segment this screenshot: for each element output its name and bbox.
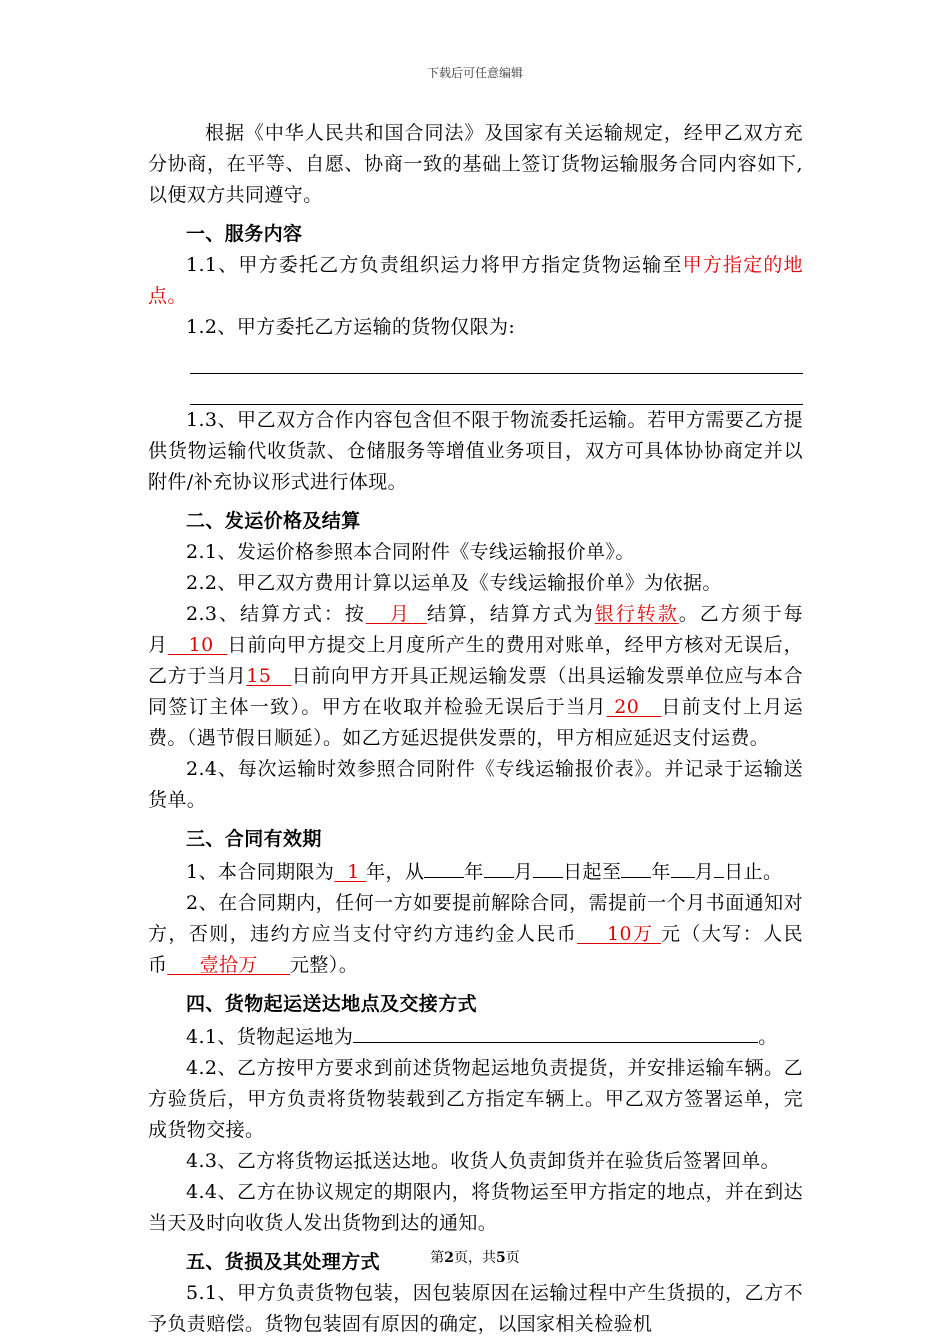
clause-2-3-text-a: 2.3、结算方式：按 [186, 603, 366, 625]
end-month-blank [671, 855, 695, 878]
clause-1-1-destination: 甲方指定的地点。 [148, 254, 804, 307]
start-year-blank [424, 855, 464, 878]
clause-3-2 [148, 888, 803, 981]
clause-2-3 [148, 599, 803, 754]
penalty-amount-capital [167, 954, 290, 976]
clause-2-4: 2.4、每次运输时效参照合同附件《专线运输报价表》。并记录于运输送货单。 [148, 758, 803, 811]
total-pages: 5 [496, 1250, 506, 1266]
start-day-label: 日起至 [563, 861, 622, 883]
footer-text-c: 页 [505, 1250, 520, 1266]
settlement-period [366, 603, 427, 625]
statement-day-value: 10 [188, 634, 214, 656]
clause-4-1 [148, 1020, 803, 1053]
contract-years-value: 1 [347, 861, 360, 883]
page-header-note: 下载后可任意编辑 [426, 66, 523, 80]
contract-years [334, 861, 366, 883]
end-day-blank [714, 855, 724, 878]
end-day-label: 日止。 [724, 861, 783, 883]
page-footer [0, 1247, 950, 1267]
clause-4-1-end: 。 [758, 1026, 778, 1048]
end-year-blank [621, 855, 651, 878]
goods-blank-line-2 [190, 374, 803, 405]
statement-day [168, 634, 228, 656]
start-month-label: 月 [513, 861, 534, 883]
penalty-amount [577, 923, 661, 945]
contract-body [148, 118, 803, 1340]
intro-paragraph: 根据《中华人民共和国合同法》及国家有关运输规定，经甲乙双方充分协商，在平等、自愿、协商一致的基础上签订货物运输服务合同内容如下,以便双方共同遵守。 [148, 122, 803, 206]
invoice-day [246, 665, 291, 687]
section-title-term: 三、合同有效期 [186, 828, 322, 850]
current-page-number: 2 [444, 1250, 454, 1266]
section-title-service: 一、服务内容 [186, 223, 303, 245]
clause-1-1-text: 1.1、甲方委托乙方负责组织运力将甲方指定货物运输至 [186, 254, 683, 276]
clause-3-2-text-b: 元（大写：人民币 [148, 923, 803, 976]
clause-3-2-text-a: 2、在合同期内，任何一方如要提前解除合同，需提前一个月书面通知对方，否则，违约方应当支付守约方违约金人民币 [148, 892, 803, 945]
clause-2-3-text-b: 结算，结算方式为 [426, 603, 595, 625]
clause-1-3: 1.3、甲乙双方合作内容包含但不限于物流委托运输。若甲方需要乙方提供货物运输代收货款、仓储服务等增值业务项目，双方可具体协协商定并以附件/补充协议形式进行体现。 [148, 409, 803, 493]
penalty-amount-capital-value: 壹拾万 [199, 954, 258, 976]
clause-4-3: 4.3、乙方将货物运抵送达地。收货人负责卸货并在验货后签署回单。 [186, 1150, 781, 1172]
clause-2-3-text-d: 日前向甲方提交上月度所产生的费用对账单，经甲方核对无误后，乙方于当月 [148, 634, 803, 687]
end-year-label: 年 [651, 861, 671, 883]
clause-2-3-text-c: 。乙方须于每月 [148, 603, 804, 656]
footer-text-a: 第 [430, 1250, 445, 1266]
payment-day [607, 696, 662, 718]
start-month-blank [484, 855, 514, 878]
clause-3-1 [148, 855, 803, 888]
payment-day-value: 20 [614, 696, 640, 718]
clause-3-1-text-b: 年，从 [366, 861, 425, 883]
invoice-day-value: 15 [246, 665, 272, 687]
clause-2-3-text-f: 日前支付上月运费。（遇节假日顺延）。如乙方延迟提供发票的，甲方相应延迟支付运费。 [148, 696, 803, 749]
start-day-blank [533, 855, 563, 878]
origin-blank [353, 1020, 758, 1043]
section-title-delivery: 四、货物起运送达地点及交接方式 [186, 993, 478, 1015]
settlement-period-value: 月 [389, 603, 411, 625]
payment-method: 银行转款 [594, 603, 679, 625]
clause-2-2: 2.2、甲乙双方费用计算以运单及《专线运输报价单》为依据。 [186, 572, 722, 594]
section-title-pricing: 二、发运价格及结算 [186, 510, 361, 532]
penalty-amount-value: 10万 [607, 923, 654, 945]
clause-2-1: 2.1、发运价格参照本合同附件《专线运输报价单》。 [186, 541, 635, 563]
end-month-label: 月 [694, 861, 715, 883]
clause-1-1 [148, 250, 803, 312]
clause-4-4: 4.4、乙方在协议规定的期限内，将货物运至甲方指定的地点，并在到达当天及时向收货人发出货物到达的通知。 [148, 1181, 803, 1234]
clause-3-2-text-c: 元整）。 [290, 954, 359, 976]
clause-5-1: 5.1、甲方负责货物包装，因包装原因在运输过程中产生货损的，乙方不予负责赔偿。货物包装固有原因的确定，以国家相关检验机 [148, 1282, 803, 1335]
goods-blank-line-1 [190, 343, 803, 374]
clause-4-1-text: 4.1、货物起运地为 [186, 1026, 354, 1048]
section-title-damage: 五、货损及其处理方式 [186, 1251, 381, 1273]
footer-text-b: 页，共 [454, 1250, 496, 1266]
clause-4-2: 4.2、乙方按甲方要求到前述货物起运地负责提货，并安排运输车辆。乙方验货后，甲方负责将货物装载到乙方指定车辆上。甲乙双方签署运单，完成货物交接。 [148, 1057, 803, 1141]
start-year-label: 年 [464, 861, 484, 883]
clause-3-1-text-a: 1、本合同期限为 [186, 861, 335, 883]
clause-1-2: 1.2、甲方委托乙方运输的货物仅限为: [186, 316, 516, 338]
clause-2-3-text-e: 日前向甲方开具正规运输发票（出具运输发票单位应与本合同签订主体一致）。甲方在收取并检验无误后于当月 [148, 665, 803, 718]
